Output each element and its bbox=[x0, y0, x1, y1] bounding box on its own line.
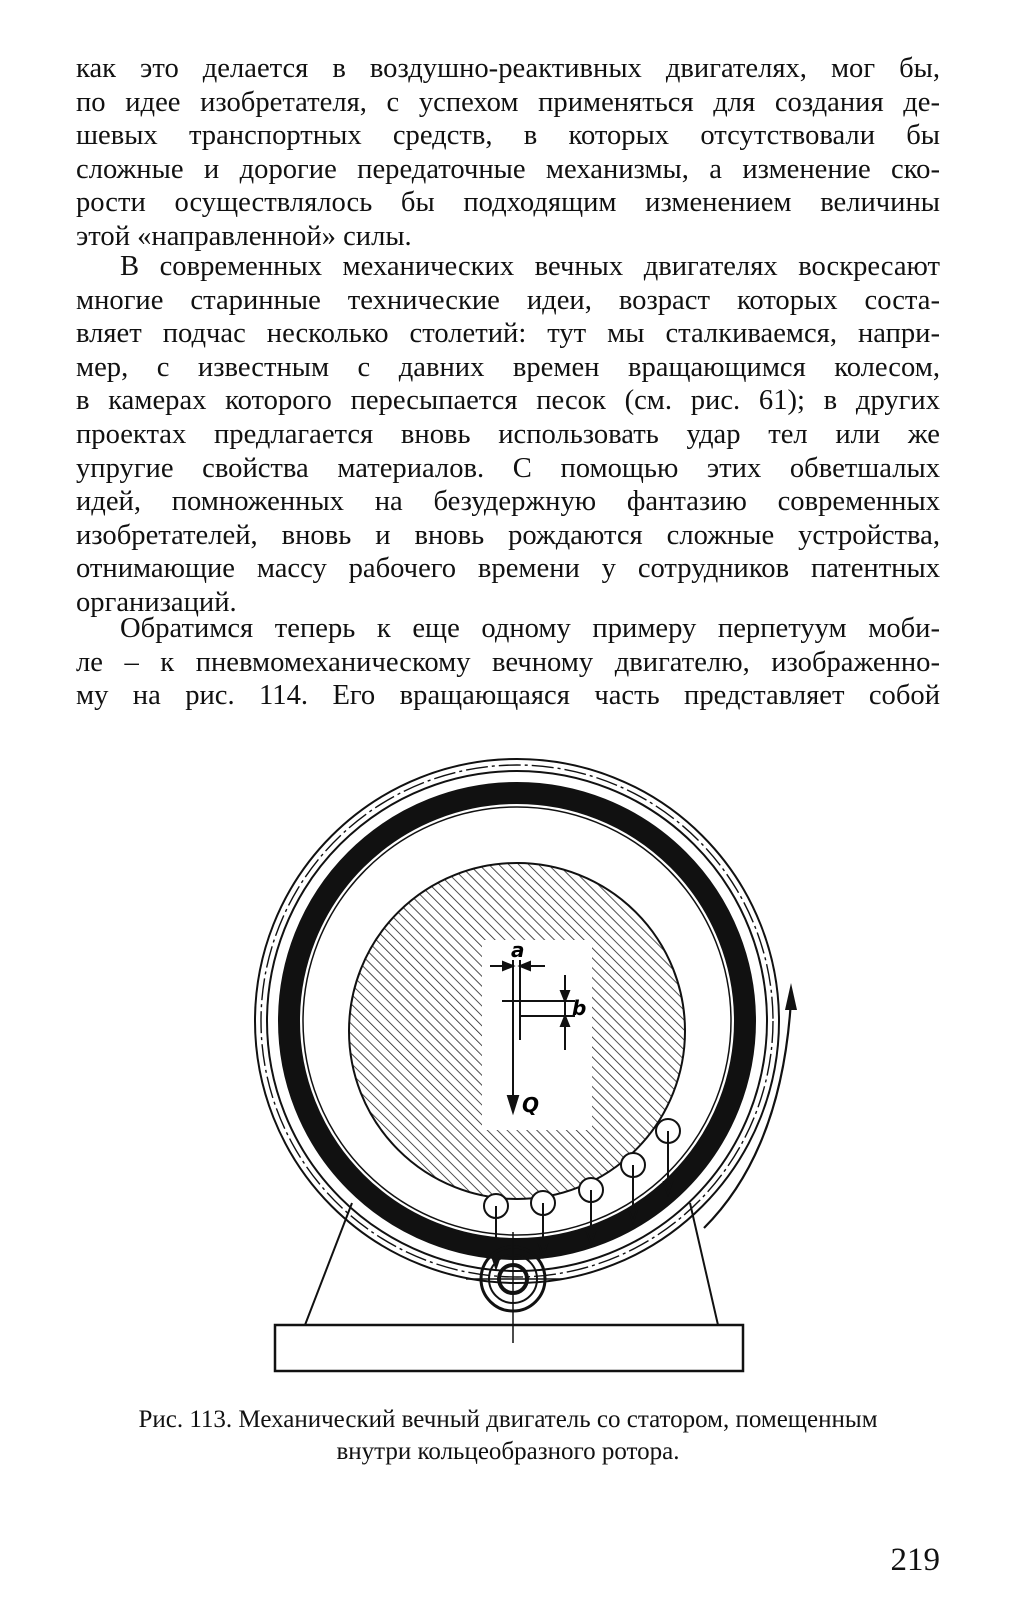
text-line: как это делается в воздушно-реактивных двигателях, мог бы, bbox=[76, 53, 940, 84]
stator-disc bbox=[349, 863, 685, 1199]
label-a: a bbox=[511, 938, 525, 962]
text-line: многие старинные технические идеи, возраст которых соста- bbox=[76, 284, 940, 316]
base-plate bbox=[275, 1325, 743, 1371]
text-line: по идее изобретателя, с успехом применяться для создания де- bbox=[76, 86, 940, 118]
text-line: вляет подчас несколько столетий: тут мы сталкиваемся, напри- bbox=[76, 318, 940, 350]
label-b: b bbox=[572, 996, 587, 1020]
label-q: Q bbox=[522, 1093, 540, 1117]
text-line: ле – к пневмомеханическому вечному двигателю, изображенно- bbox=[76, 646, 940, 678]
figure-caption bbox=[76, 1404, 940, 1468]
caption-line: внутри кольцеобразного ротора. bbox=[336, 1438, 680, 1465]
caption-line: Рис. 113. Механический вечный двигатель со статором, помещенным bbox=[138, 1406, 878, 1433]
text-line: проектах предлагается вновь использовать удар тел или же bbox=[76, 418, 940, 450]
text-line: му на рис. 114. Его вращающаяся часть представляет собой bbox=[76, 680, 940, 712]
page-number: 219 bbox=[890, 1542, 940, 1578]
text-line: упругие свойства материалов. С помощью этих обветшалых bbox=[76, 452, 940, 484]
text-line: этой «направленной» силы. bbox=[76, 220, 412, 252]
text-line: рости осуществлялось бы подходящим изменением величины bbox=[76, 187, 940, 219]
text-line: мер, с известным с давних времен вращающимся колесом, bbox=[76, 351, 940, 383]
text-line: Обратимся теперь к еще одному примеру перпетуум моби- bbox=[120, 613, 940, 644]
text-line: организаций. bbox=[76, 586, 237, 618]
text-line: В современных механических вечных двигателях воскресают bbox=[120, 251, 940, 282]
text-line: сложные и дорогие передаточные механизмы, а изменение ско- bbox=[76, 153, 940, 185]
text-line: отнимающие массу рабочего времени у сотрудников патентных bbox=[76, 553, 940, 585]
text-line: в камерах которого пересыпается песок (см. рис. 61); в других bbox=[76, 385, 940, 417]
text-line: идей, помноженных на безудержную фантазию современных bbox=[76, 486, 940, 518]
text-line: изобретателей, вновь и вновь рождаются сложные устройства, bbox=[76, 519, 940, 551]
text-line: шевых транспортных средств, в которых отсутствовали бы bbox=[76, 120, 940, 152]
